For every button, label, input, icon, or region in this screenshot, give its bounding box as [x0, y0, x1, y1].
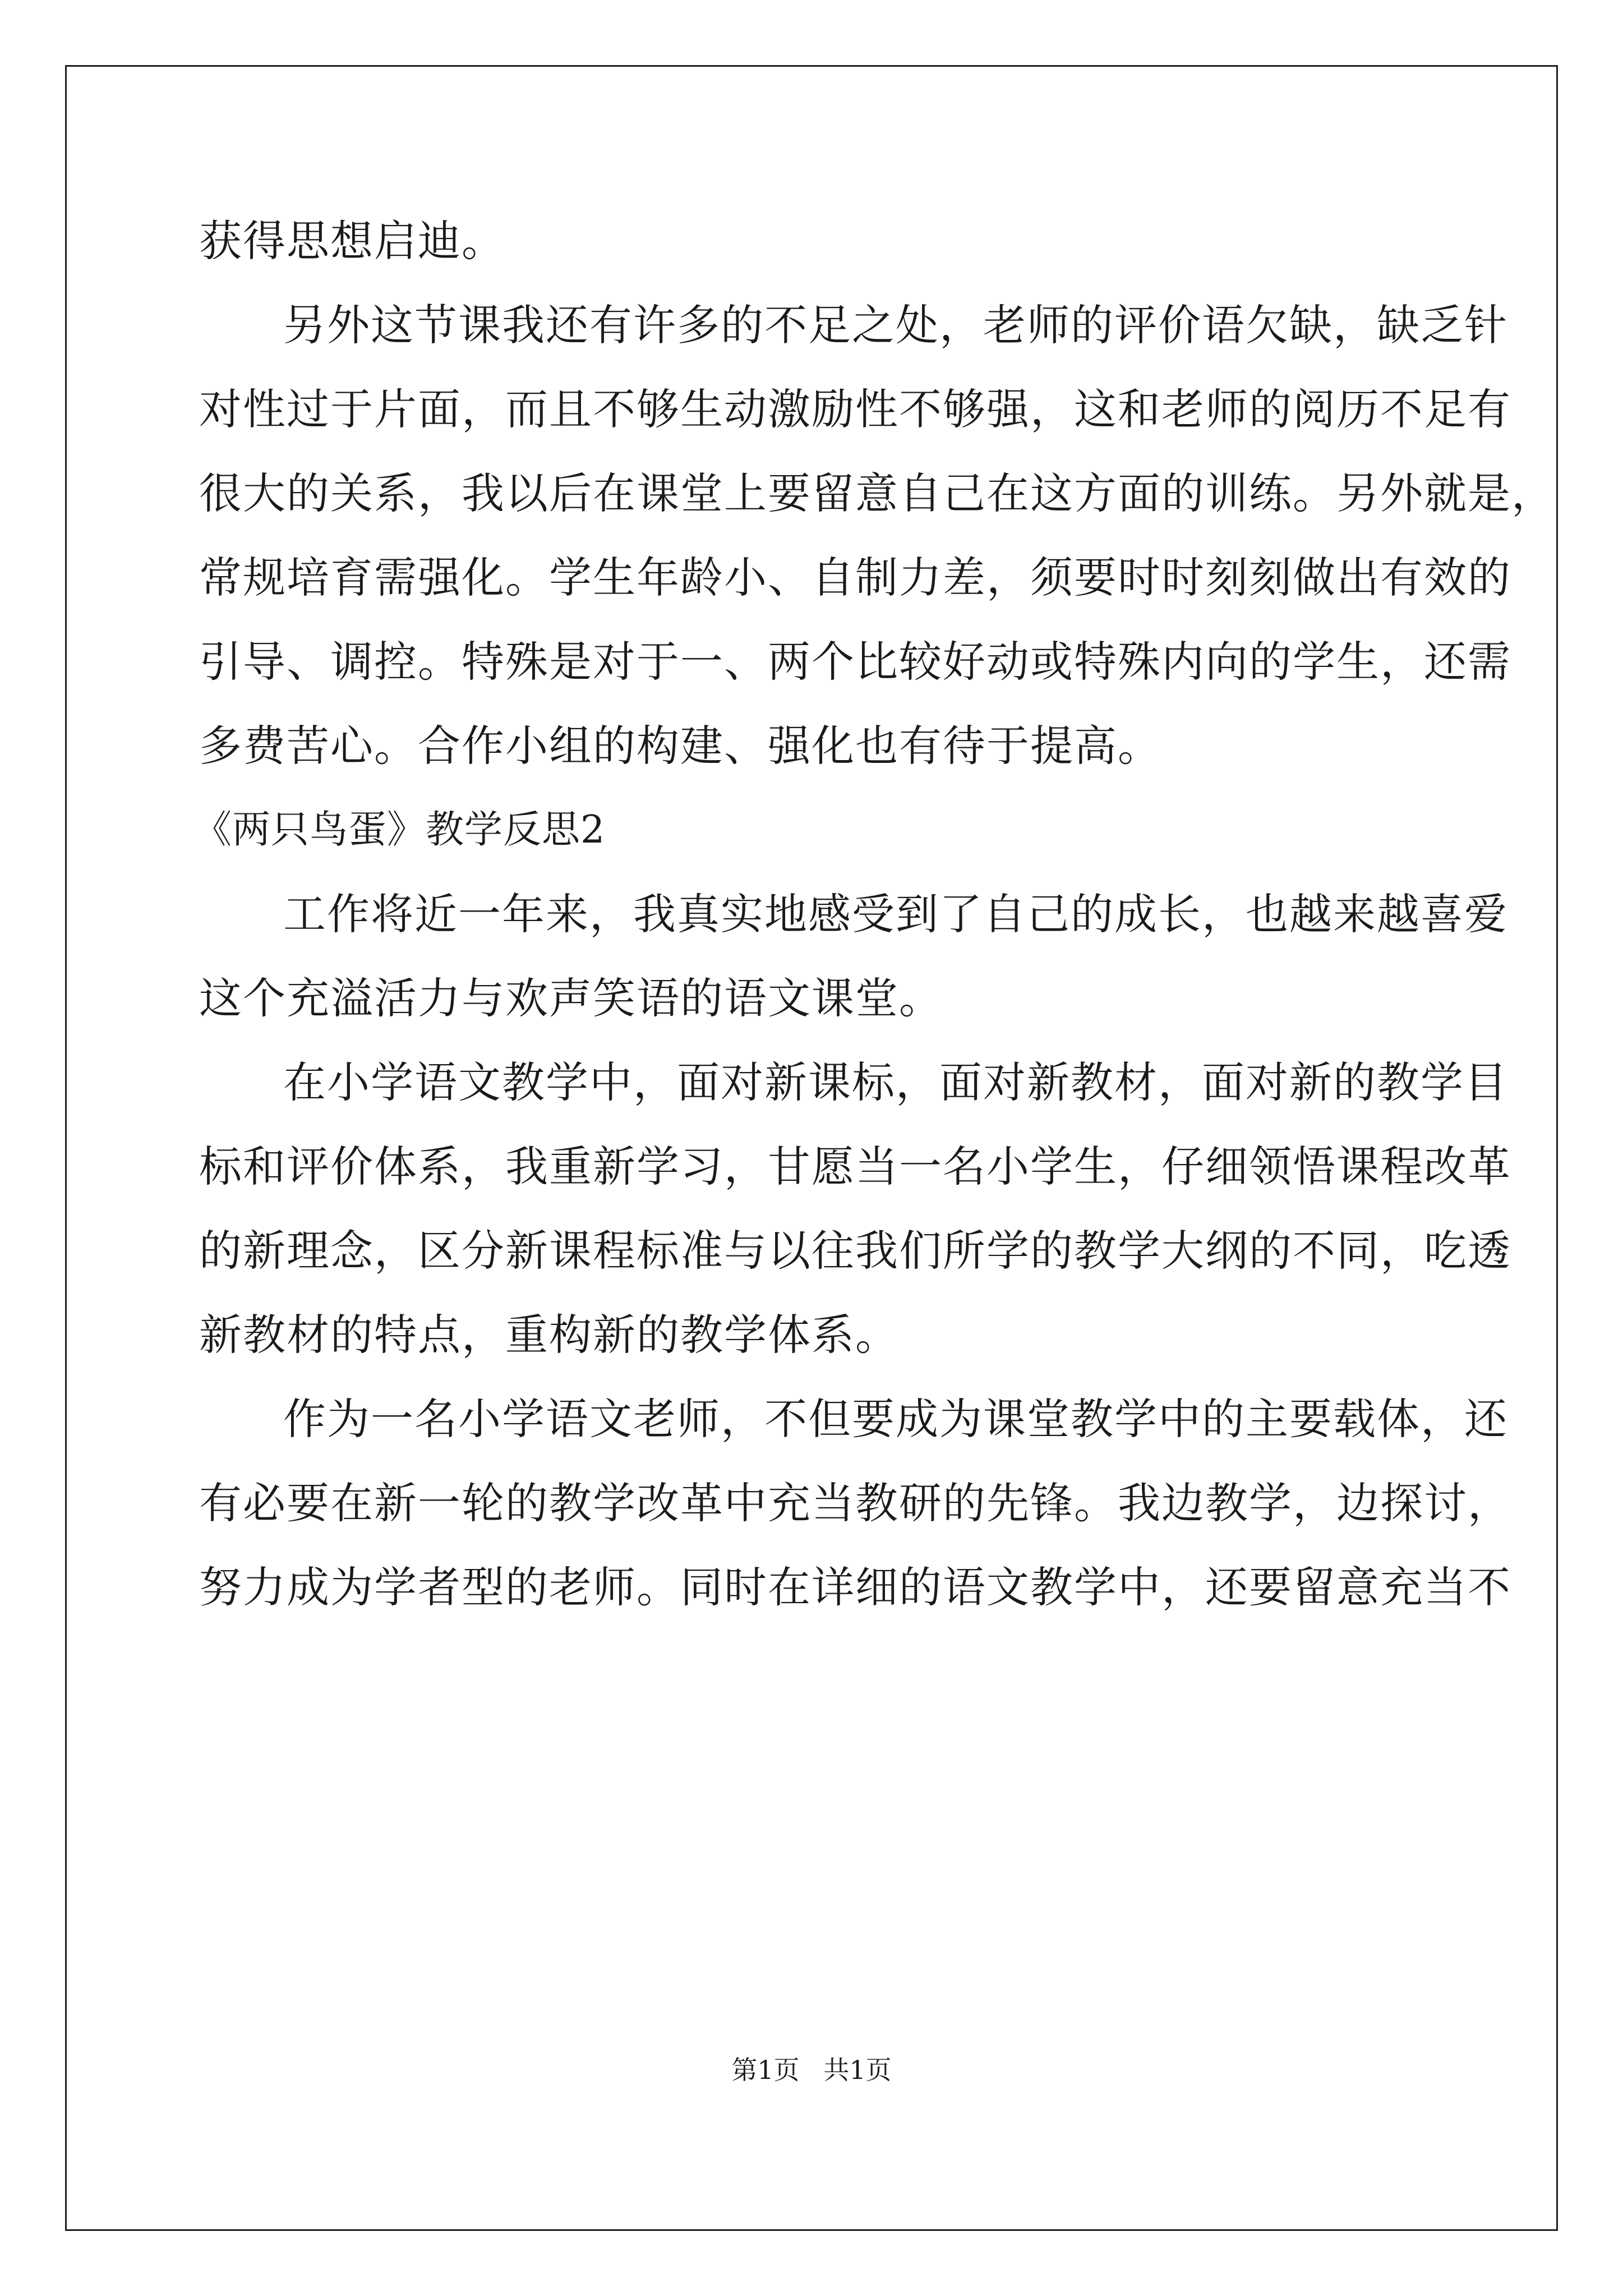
text-line: 这个充溢活力与欢声笑语的语文课堂。	[199, 973, 943, 1023]
text-line: 对性过于片面，而且不够生动激励性不够强，这和老师的阅历不足有	[199, 384, 1511, 434]
text-line: 工作将近一年来，我真实地感受到了自己的成长，也越来越喜爱	[283, 889, 1508, 939]
text-line: 的新理念，区分新课程标准与以往我们所学的教学大纲的不同，吃透	[199, 1226, 1511, 1276]
text-line: 引导、调控。特殊是对于一、两个比较好动或特殊内向的学生，还需	[199, 637, 1511, 687]
section-heading: 《两只鸟蛋》教学反思2	[193, 808, 606, 852]
text-line: 另外这节课我还有许多的不足之处，老师的评价语欠缺，缺乏针	[283, 300, 1508, 350]
text-line: 多费苦心。合作小组的构建、强化也有待于提高。	[199, 721, 1161, 771]
document-body	[193, 199, 1555, 1630]
page-footer	[0, 2053, 1623, 2087]
text-line: 作为一名小学语文老师，不但要成为课堂教学中的主要载体，还	[283, 1394, 1508, 1444]
text-line: 获得思想启迪。	[199, 216, 505, 266]
page-number: 第1页	[731, 2055, 800, 2085]
text-line: 标和评价体系，我重新学习，甘愿当一名小学生，仔细领悟课程改革	[199, 1142, 1511, 1191]
text-line: 新教材的特点，重构新的教学体系。	[199, 1310, 899, 1360]
text-line: 很大的关系，我以后在课堂上要留意自己在这方面的训练。另外就是，	[199, 468, 1555, 518]
page-total: 共1页	[823, 2055, 892, 2085]
text-line: 常规培育需强化。学生年龄小、自制力差，须要时时刻刻做出有效的	[199, 553, 1511, 602]
text-line: 有必要在新一轮的教学改革中充当教研的先锋。我边教学，边探讨，	[199, 1478, 1511, 1528]
text-line: 在小学语文教学中，面对新课标，面对新教材，面对新的教学目	[283, 1057, 1508, 1107]
text-line: 努力成为学者型的老师。同时在详细的语文教学中，还要留意充当不	[199, 1562, 1511, 1612]
